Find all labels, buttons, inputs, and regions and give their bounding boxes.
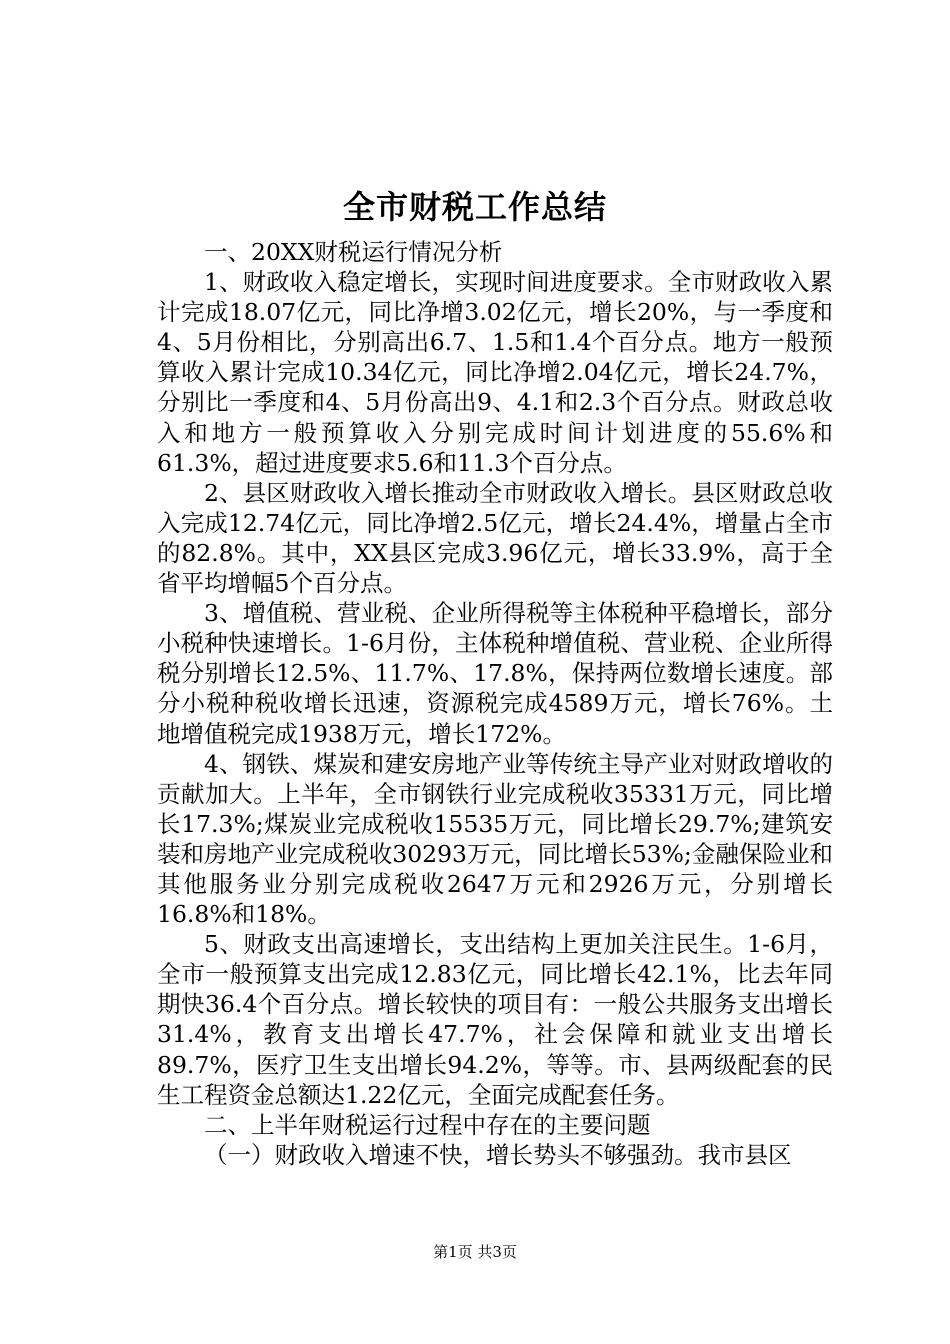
paragraph: （一）财政收入增速不快，增长势头不够强劲。我市县区: [204, 1140, 792, 1169]
paragraph: 1、财政收入稳定增长，实现时间进度要求。全市财政收入累计完成18.07亿元，同比净增3.02亿元，增长20%，与一季度和4、5月份相比，分别高出6.7、1.5和1.4个百分点。地方一般预算收入累计完成10.34亿元，同比净增2.04亿元，增长24.7%，分别比一季度和4、5月份高出9、4.1和2.3个百分点。财政总收入和地方一般预算收入分别完成时间计划进度的55.6%和61.3%，超过进度要求5.6和11.3个百分点。: [157, 268, 833, 477]
page-number: 第1页 共3页: [433, 1243, 517, 1261]
document-title: 全市财税工作总结: [342, 188, 607, 226]
section-heading: 二、上半年财税运行过程中存在的主要问题: [204, 1110, 651, 1139]
document-body: [157, 237, 833, 1170]
paragraph: 5、财政支出高速增长，支出结构上更加关注民生。1-6月，全市一般预算支出完成12.83亿元，同比增长42.1%，比去年同期快36.4个百分点。增长较快的项目有：一般公共服务支出增长31.4%，教育支出增长47.7%，社会保障和就业支出增长89.7%，医疗卫生支出增长94.2%，等等。市、县两级配套的民生工程资金总额达1.22亿元，全面完成配套任务。: [157, 930, 833, 1109]
paragraph: 2、县区财政收入增长推动全市财政收入增长。县区财政总收入完成12.74亿元，同比净增2.5亿元，增长24.4%，增量占全市的82.8%。其中，XX县区完成3.96亿元，增长33.9%，高于全省平均增幅5个百分点。: [157, 478, 833, 598]
section-heading: 一、20XX财税运行情况分析: [204, 238, 503, 266]
paragraph: 3、增值税、营业税、企业所得税等主体税种平稳增长，部分小税种快速增长。1-6月份，主体税种增值税、营业税、企业所得税分别增长12.5%、11.7%、17.8%，保持两位数增长速度。部分小税种税收增长迅速，资源税完成4589万元，增长76%。土地增值税完成1938万元，增长172%。: [157, 599, 833, 748]
paragraph: 4、钢铁、煤炭和建安房地产业等传统主导产业对财政增收的贡献加大。上半年，全市钢铁行业完成税收35331万元，同比增长17.3%;煤炭业完成税收15535万元，同比增长29.7%;建筑安装和房地产业完成税收30293万元，同比增长53%;金融保险业和其他服务业分别完成税收2647万元和2926万元，分别增长16.8%和18%。: [157, 749, 833, 929]
